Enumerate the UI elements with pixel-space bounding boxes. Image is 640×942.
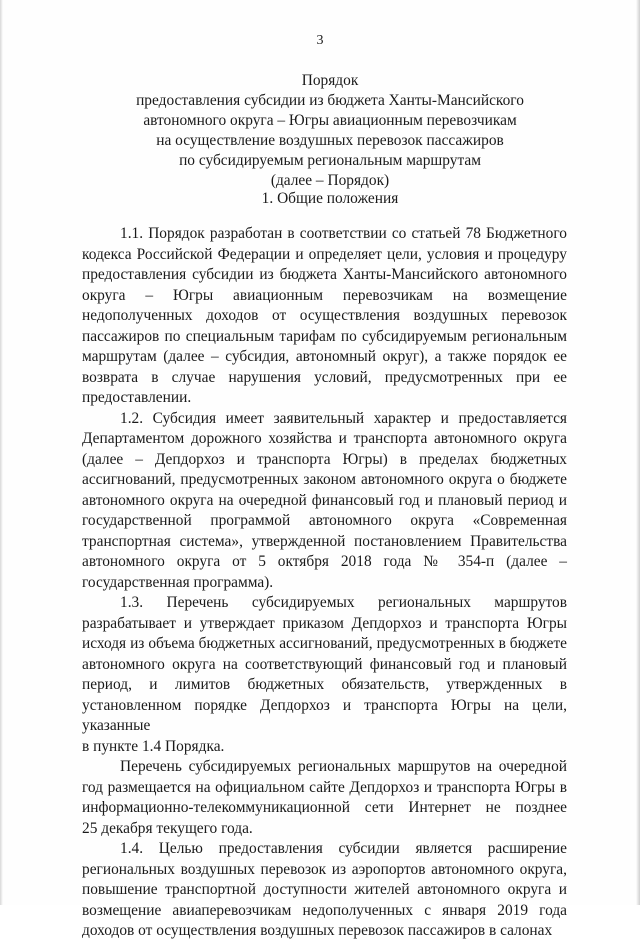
paragraph-line: маршрутам (далее – субсидия, автономный округ), а также порядок ее xyxy=(82,348,567,365)
paragraph-line: автономного округа от 5 октября 2018 года № 354-п (далее – xyxy=(82,553,567,570)
paragraph-line: предоставлении. xyxy=(82,389,192,406)
paragraph-line: 1.1. Порядок разработан в соответствии со статьей 78 Бюджетного xyxy=(120,225,567,242)
title-line: на осуществление воздушных перевозок пассажиров xyxy=(156,132,504,149)
paragraph-line: информационно-телекоммуникационной сети Интернет не позднее xyxy=(82,799,567,816)
paragraph-line: Перечень субсидируемых региональных маршрутов на очередной xyxy=(120,758,567,775)
paragraph-line: автономного округа на очередной финансовый год и плановый период и xyxy=(82,491,567,509)
title-line: предоставления субсидии из бюджета Ханты-Мансийского xyxy=(136,92,524,109)
paragraph-line: исходя из объема бюджетных ассигнований, предусмотренных в бюджете xyxy=(82,635,567,652)
page-number: 3 xyxy=(316,33,324,48)
paragraph-line: разрабатывает и утверждает приказом Депдорхоз и транспорта Югры xyxy=(82,614,567,632)
paragraph-line: период, и лимитов бюджетных обязательств, утвержденных в xyxy=(82,676,567,693)
paragraph xyxy=(82,839,567,942)
paragraph xyxy=(82,593,567,757)
paragraph-line: повышение транспортной доступности жителей автономного округа и xyxy=(82,881,567,898)
paragraph-line: Департаментом дорожного хозяйства и транспорта автономного округа xyxy=(82,430,567,447)
paragraph-line: автономного округа на соответствующий финансовый год и плановый xyxy=(82,655,567,673)
title-line: по субсидируемым региональным маршрутам xyxy=(179,152,481,169)
paragraph-line: 25 декабря текущего года. xyxy=(82,819,253,837)
paragraph-line: возмещение авиаперевозчикам недополученных с января 2019 года xyxy=(82,901,567,919)
paragraph xyxy=(82,757,567,839)
scan-edge-right xyxy=(636,0,640,905)
paragraph-line: предоставления субсидии из бюджета Ханты-Мансийского автономного xyxy=(82,266,567,283)
paragraph-line: кодекса Российской Федерации и определяет цели, условия и процедуру xyxy=(82,245,567,263)
paragraph-line: недополученных доходов от осуществления воздушных перевозок xyxy=(82,307,567,324)
paragraph-line: возврата в случае нарушения условий, предусмотренных при ее xyxy=(82,368,567,386)
paragraph xyxy=(82,409,567,594)
paragraph-line: в пункте 1.4 Порядка. xyxy=(82,737,225,755)
title-line: Порядок xyxy=(301,72,359,89)
paragraph xyxy=(82,224,567,409)
title-line: автономного округа – Югры авиационным перевозчикам xyxy=(143,112,517,129)
section-heading: 1. Общие положения xyxy=(261,190,399,207)
paragraph-line: региональных воздушных перевозок из аэропортов автономного округа, xyxy=(82,860,567,878)
paragraph-line: государственная программа). xyxy=(82,573,274,591)
document-title xyxy=(60,71,600,191)
title-line: (далее – Порядок) xyxy=(270,172,390,189)
document-body xyxy=(82,224,567,942)
paragraph-line: 1.3. Перечень субсидируемых региональных маршрутов xyxy=(120,594,567,611)
paragraph-line: 1.2. Субсидия имеет заявительный характер и предоставляется xyxy=(120,409,567,427)
paragraph-line: пассажиров по специальным тарифам по субсидируемым региональным xyxy=(82,327,567,345)
paragraph-line: округа – Югры авиационным перевозчикам на возмещение xyxy=(82,286,567,304)
paragraph-line: 1.4. Целью предоставления субсидии является расширение xyxy=(120,840,567,857)
paragraph-line: транспортная система», утвержденной постановлением Правительства xyxy=(82,532,567,550)
paragraph-line: год размещается на официальном сайте Депдорхоз и транспорта Югры в xyxy=(82,778,567,796)
scan-edge-left xyxy=(0,0,3,905)
paragraph-line: установленном порядке Депдорхоз и транспорта Югры на цели, указанные xyxy=(82,696,567,734)
paragraph-line: доходов от осуществления воздушных перевозок пассажиров в салонах xyxy=(82,922,553,939)
paragraph-line: государственной программой автономного округа «Современная xyxy=(82,512,567,529)
paragraph-line: ассигнований, предусмотренных законом автономного округа о бюджете xyxy=(82,471,567,488)
paragraph-line: (далее – Депдорхоз и транспорта Югры) в пределах бюджетных xyxy=(82,450,567,468)
